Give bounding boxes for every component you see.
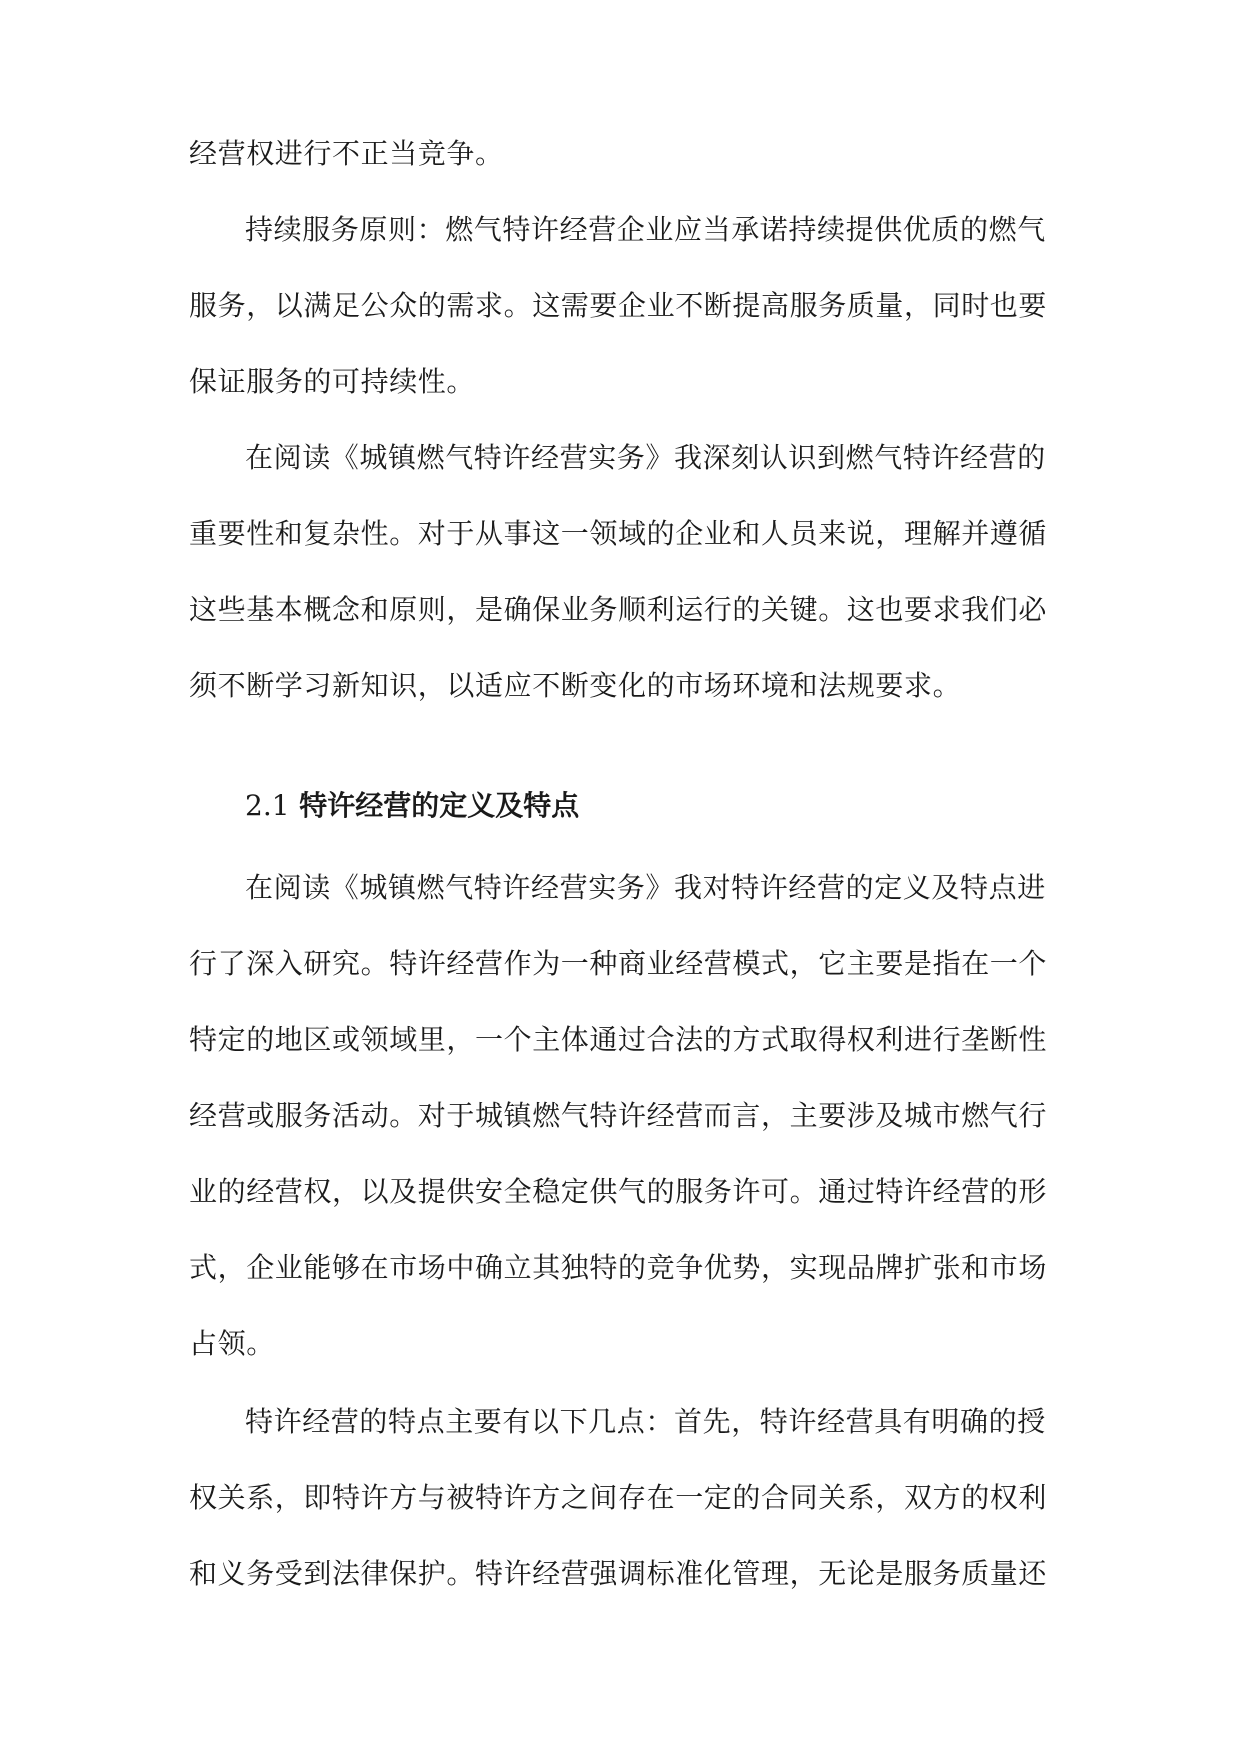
paragraph-line: 重要性和复杂性。对于从事这一领域的企业和人员来说，理解并遵循 bbox=[189, 517, 1048, 550]
paragraph-line: 特定的地区或领域里，一个主体通过合法的方式取得权利进行垄断性 bbox=[189, 1023, 1048, 1056]
paragraph-line: 在阅读《城镇燃气特许经营实务》我深刻认识到燃气特许经营的 bbox=[245, 441, 1046, 474]
paragraph-line: 持续服务原则：燃气特许经营企业应当承诺持续提供优质的燃气 bbox=[245, 213, 1046, 246]
section-number: 2.1 bbox=[245, 789, 290, 822]
paragraph-line: 权关系，即特许方与被特许方之间存在一定的合同关系，双方的权利 bbox=[189, 1481, 1048, 1514]
paragraph-line: 特许经营的特点主要有以下几点：首先，特许经营具有明确的授 bbox=[245, 1405, 1046, 1438]
paragraph-line: 保证服务的可持续性。 bbox=[189, 365, 476, 398]
paragraph-line: 业的经营权，以及提供安全稳定供气的服务许可。通过特许经营的形 bbox=[189, 1175, 1048, 1208]
paragraph-line: 和义务受到法律保护。特许经营强调标准化管理，无论是服务质量还 bbox=[189, 1557, 1048, 1590]
paragraph-line: 须不断学习新知识，以适应不断变化的市场环境和法规要求。 bbox=[189, 669, 962, 702]
paragraph-line: 占领。 bbox=[189, 1327, 275, 1360]
paragraph-line: 经营或服务活动。对于城镇燃气特许经营而言，主要涉及城市燃气行 bbox=[189, 1099, 1048, 1132]
paragraph-line: 行了深入研究。特许经营作为一种商业经营模式，它主要是指在一个 bbox=[189, 947, 1048, 980]
paragraph-line: 经营权进行不正当竞争。 bbox=[189, 137, 504, 170]
paragraph-line: 式，企业能够在市场中确立其独特的竞争优势，实现品牌扩张和市场 bbox=[189, 1251, 1048, 1284]
paragraph-line: 这些基本概念和原则，是确保业务顺利运行的关键。这也要求我们必 bbox=[189, 593, 1048, 626]
section-title: 特许经营的定义及特点 bbox=[299, 789, 580, 822]
section-heading bbox=[245, 786, 579, 826]
paragraph-line: 服务，以满足公众的需求。这需要企业不断提高服务质量，同时也要 bbox=[189, 289, 1048, 322]
paragraph-line: 在阅读《城镇燃气特许经营实务》我对特许经营的定义及特点进 bbox=[245, 871, 1046, 904]
